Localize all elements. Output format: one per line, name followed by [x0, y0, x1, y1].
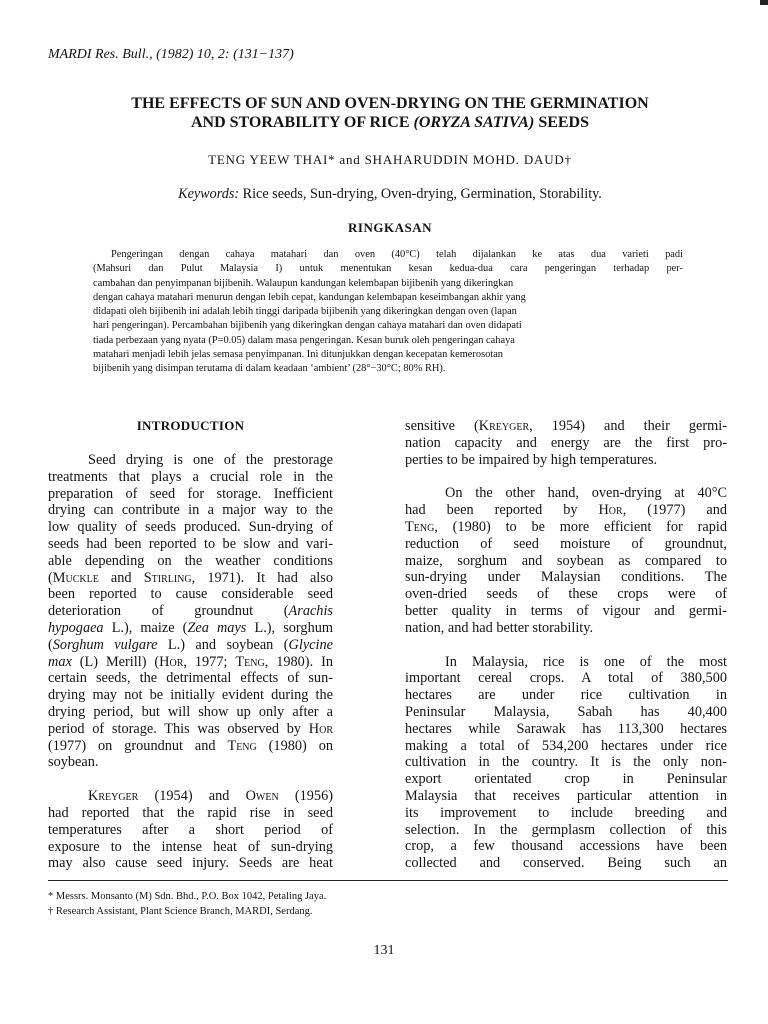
title-line-1: THE EFFECTS OF SUN AND OVEN-DRYING ON THE GERMINATION: [131, 95, 649, 112]
author-list: TENG YEEW THAI* and SHAHARUDDIN MOHD. DAUD†: [208, 152, 572, 167]
abstract-line: (Mahsuri dan Pulut Malaysia I) untuk menentukan kesan kedua-dua cara pengeringan terhadap per-: [93, 263, 683, 275]
abstract-line: tiada perbezaan yang nyata (P=0.05) dalam masa pengeringan. Kesan buruk oleh pengeringan cahaya: [93, 334, 515, 346]
page-number: 131: [373, 943, 395, 958]
cited-author: Hor: [598, 502, 623, 519]
species-name: (ORYZA SATIVA): [413, 114, 535, 131]
cited-author: Teng: [227, 737, 257, 754]
cited-author: Stirling: [143, 569, 192, 586]
paper-title: [40, 94, 740, 132]
keywords-label: Keywords:: [178, 186, 240, 202]
intro-paragraph-4: On the other hand, oven-drying at 40°C had been reported by Hor, (1977) and Teng, (1980) to be more efficient for rapid reduction of seed moisture of groundnut, maize, sorghum and soybean as compared to sun-drying under Malaysian conditions. The oven-dried seeds of these crops were of better quality in terms of vigour and germi- nation, and had better storability.: [405, 485, 727, 636]
cited-author: Kreyger: [478, 418, 530, 434]
intro-paragraph-5: In Malaysia, rice is one of the most important cereal crops. A total of 380,500 hectares are under rice cultivation in Peninsular Malaysia, Sabah has 40,400 hectares while Sarawak has 113,300 hectares making a total of 534,200 hectares under rice cultivation in the country. It is the only non- export orientated crop in Peninsular Malaysia that receives particular attention in its improvement to include breeding and selection. In the germplasm collection of this crop, a few thousand accessions have been collected and conserved. Being such an: [405, 653, 727, 872]
footnote-affiliation-2: † Research Assistant, Plant Science Branch, MARDI, Serdang.: [48, 906, 313, 917]
abstract-line: cambahan dan penyimpanan bijibenih. Walaupun kandungan kelembapan bijibenih yang dikeringkan: [93, 277, 514, 289]
abstract-body: [93, 248, 683, 377]
abstract-line: Pengeringan dengan cahaya matahari dan oven (40°C) telah dijalankan ke atas dua varieti padi: [111, 249, 683, 260]
cited-author: Kreyger: [88, 788, 139, 805]
section-heading-introduction: INTRODUCTION: [136, 418, 245, 433]
abstract-line: matahari menjadi lebih jelas semasa penyimpanan. Ini ditunjukkan dengan kecepatan kemerosotan: [93, 349, 503, 361]
intro-paragraph-3: sensitive (Kreyger, 1954) and their germi- nation capacity and energy are the first pro- perties to be impaired by high temperatures.: [405, 418, 727, 468]
journal-citation: MARDI Res. Bull., (1982) 10, 2: (131−137): [48, 47, 294, 62]
cited-author: Teng: [405, 518, 435, 535]
keywords: [40, 186, 740, 203]
cited-author: Hor: [159, 653, 184, 670]
abstract-line: hari pengeringan). Percambahan bijibenih yang dikeringkan dengan cahaya matahari dan oven didapati: [93, 320, 522, 332]
intro-paragraph-1: Seed drying is one of the prestorage treatments that plays a crucial role in the preparation of seed for storage. Inefficient drying can contribute in a major way to the low quality of seeds produced. Sun-drying of seeds had been reported to be slow and vari- able depending on the weather conditions (Muckle and Stirling, 1971). It had also been reported to cause considerable seed deterioration of groundnut (Arachis hypogaea L.), maize (Zea mays L.), sorghum (Sorghum vulgare L.) and soybean (Glycine max (L) Merill) (Hor, 1977; Teng, 1980). In certain seeds, the detrimental effects of sun- drying may not be initially evident during the drying period, but will show up only after a period of storage. This was observed by Hor (1977) on groundnut and Teng (1980) on soybean.: [48, 452, 333, 771]
footnote-divider: [48, 880, 728, 881]
right-column: [405, 418, 727, 872]
scan-edge-mark: [760, 0, 768, 5]
title-line-2: AND STORABILITY OF RICE (ORYZA SATIVA) SEEDS: [190, 114, 590, 131]
keywords-text: Rice seeds, Sun-drying, Oven-drying, Germination, Storability.: [239, 186, 602, 202]
footnote-affiliation-1: * Messrs. Monsanto (M) Sdn. Bhd., P.O. Box 1042, Petaling Jaya.: [48, 891, 327, 902]
cited-author: Muckle: [52, 569, 99, 586]
abstract-heading: RINGKASAN: [348, 220, 432, 235]
abstract-line: dengan cahaya matahari menurun dengan lebih cepat, kandungan kelembapan keseimbangan akhir yang: [93, 291, 526, 303]
cited-author: Teng: [235, 653, 265, 670]
cited-author: Hor: [308, 720, 333, 737]
abstract-line: bijibenih yang disimpan terutama di dalam keadaan ‘ambient’ (28°−30°C; 80% RH).: [93, 363, 446, 375]
cited-author: Owen: [245, 788, 279, 805]
intro-paragraph-2: Kreyger (1954) and Owen (1956) had reported that the rapid rise in seed temperatures after a short period of exposure to the intense heat of sun-drying may also cause seed injury. Seeds are heat: [48, 788, 333, 872]
abstract-line: didapati oleh bijibenih ini adalah lebih tinggi daripada bijibenih yang dikeringkan dengan oven (lapan: [93, 306, 517, 318]
left-column: [48, 418, 333, 872]
